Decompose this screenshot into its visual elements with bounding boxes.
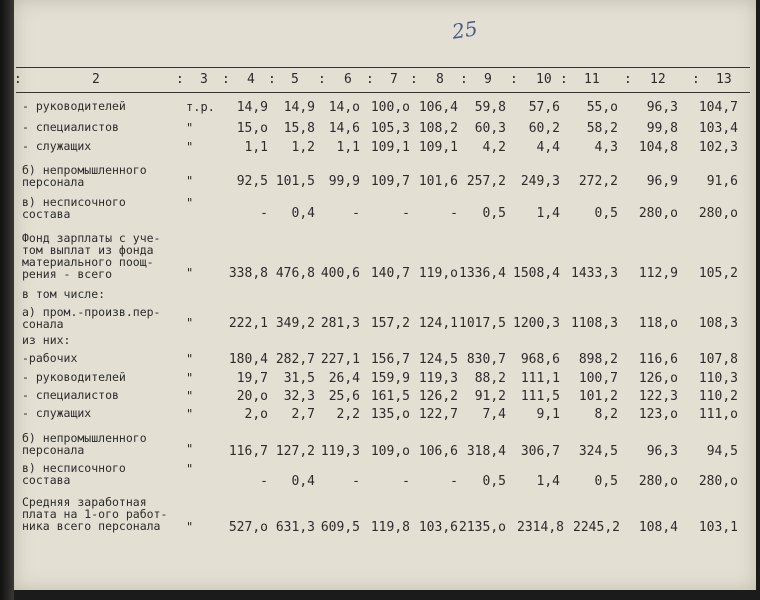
cell-col-8: 119,о [418, 266, 458, 281]
cell-col-13: 280,о [698, 206, 738, 221]
cell-col-9: 257,2 [466, 174, 506, 189]
cell-col-10: 60,2 [528, 121, 560, 136]
row-unit: " [186, 371, 194, 385]
cell-col-7: 135,о [370, 407, 410, 422]
cell-col-7: 156,7 [370, 352, 410, 367]
cell-col-12: 280,о [638, 206, 678, 221]
cell-col-9: 0,5 [482, 206, 506, 221]
cell-col-12: 118,о [638, 316, 678, 331]
row-unit: " [186, 520, 194, 534]
cell-col-6: - [352, 206, 360, 221]
cell-col-12: 280,о [638, 474, 678, 489]
cell-col-6: 2,2 [336, 407, 360, 422]
row-label: - руководителей [22, 370, 126, 384]
header-separator: : [560, 72, 568, 87]
cell-col-10: 1200,3 [513, 316, 560, 331]
header-col-11: 11 [584, 72, 600, 87]
header-separator: : [460, 72, 468, 87]
cell-col-12: 96,3 [646, 100, 678, 115]
cell-col-4: 527,о [228, 520, 268, 535]
cell-col-4: 19,7 [236, 371, 268, 386]
row-unit: " [186, 442, 194, 456]
cell-col-10: 111,1 [520, 371, 560, 386]
cell-col-13: 102,3 [698, 140, 738, 155]
cell-col-13: 110,2 [698, 389, 738, 404]
cell-col-4: 180,4 [228, 352, 268, 367]
cell-col-10: 968,6 [520, 352, 560, 367]
row-unit: " [186, 407, 194, 421]
cell-col-9: 91,2 [474, 389, 506, 404]
cell-col-11: 0,5 [594, 474, 618, 489]
row-label: в) несписочного состава [22, 195, 126, 221]
section-label: из них: [22, 333, 71, 347]
cell-col-7: 105,3 [370, 121, 410, 136]
cell-col-12: 116,6 [638, 352, 678, 367]
cell-col-4: 92,5 [236, 174, 268, 189]
cell-col-12: 96,9 [646, 174, 678, 189]
cell-col-10: 306,7 [520, 444, 560, 459]
cell-col-6: 14,о [328, 100, 360, 115]
cell-col-13: 104,7 [698, 100, 738, 115]
cell-col-4: 20,о [236, 389, 268, 404]
row-label: в) несписочного состава [22, 461, 126, 487]
cell-col-6: 227,1 [320, 352, 360, 367]
header-separator: : [624, 72, 632, 87]
row-label: а) пром.-произв.пер- сонала [22, 305, 161, 331]
cell-col-5: 1,2 [291, 140, 315, 155]
cell-col-13: 105,2 [698, 266, 738, 281]
header-separator: : [268, 72, 276, 87]
cell-col-9: 830,7 [466, 352, 506, 367]
cell-col-4: 15,о [236, 121, 268, 136]
header-separator: : [366, 72, 374, 87]
cell-col-11: 2245,2 [573, 520, 620, 535]
row-label: -рабочих [22, 351, 78, 365]
cell-col-11: 1108,3 [571, 316, 618, 331]
cell-col-7: - [402, 474, 410, 489]
cell-col-9: 88,2 [474, 371, 506, 386]
cell-col-5: 31,5 [283, 371, 315, 386]
cell-col-10: 4,4 [536, 140, 560, 155]
cell-col-7: 140,7 [370, 266, 410, 281]
row-unit: " [186, 140, 194, 154]
cell-col-13: 108,3 [698, 316, 738, 331]
cell-col-5: 15,8 [283, 121, 315, 136]
cell-col-13: 280,о [698, 474, 738, 489]
header-col-5: 5 [291, 72, 299, 87]
cell-col-8: 119,3 [418, 371, 458, 386]
cell-col-7: 157,2 [370, 316, 410, 331]
cell-col-11: 1433,3 [571, 266, 618, 281]
header-rule-bottom [16, 92, 750, 93]
cell-col-11: 55,о [586, 100, 618, 115]
cell-col-8: 106,6 [418, 444, 458, 459]
header-col-12: 12 [650, 72, 666, 87]
row-unit: " [186, 316, 194, 330]
header-separator: : [510, 72, 518, 87]
cell-col-13: 103,1 [698, 520, 738, 535]
header-separator: : [176, 72, 184, 87]
section-label: в том числе: [22, 287, 106, 301]
cell-col-7: 119,8 [370, 520, 410, 535]
row-unit: т.р. [186, 100, 215, 114]
cell-col-4: - [260, 206, 268, 221]
cell-col-4: - [260, 474, 268, 489]
cell-col-7: 109,1 [370, 140, 410, 155]
cell-col-6: 281,3 [320, 316, 360, 331]
cell-col-4: 1,1 [244, 140, 268, 155]
cell-col-6: 609,5 [320, 520, 360, 535]
cell-col-6: 400,6 [320, 266, 360, 281]
cell-col-13: 94,5 [706, 444, 738, 459]
table-header [0, 72, 760, 90]
cell-col-10: 1,4 [536, 206, 560, 221]
page-number: 25 [450, 16, 479, 44]
cell-col-8: 103,6 [418, 520, 458, 535]
header-col-6: 6 [344, 72, 352, 87]
row-label: Фонд зарплаты с уче- том выплат из фонда материального поощ- рения - всего [22, 231, 161, 281]
row-label: - специалистов [22, 120, 119, 134]
cell-col-13: 103,4 [698, 121, 738, 136]
header-col-2: 2 [92, 72, 100, 87]
row-unit: " [186, 266, 194, 280]
cell-col-8: 122,7 [418, 407, 458, 422]
cell-col-7: 161,5 [370, 389, 410, 404]
cell-col-6: 14,6 [328, 121, 360, 136]
row-label: - служащих [22, 406, 92, 420]
cell-col-9: 59,8 [474, 100, 506, 115]
cell-col-11: 898,2 [578, 352, 618, 367]
cell-col-5: 127,2 [275, 444, 315, 459]
cell-col-12: 108,4 [638, 520, 678, 535]
cell-col-13: 91,6 [706, 174, 738, 189]
cell-col-11: 272,2 [578, 174, 618, 189]
cell-col-10: 1,4 [536, 474, 560, 489]
cell-col-11: 324,5 [578, 444, 618, 459]
header-col-10: 10 [536, 72, 552, 87]
row-label: - специалистов [22, 388, 119, 402]
scan-edge [0, 0, 14, 600]
cell-col-8: 124,5 [418, 352, 458, 367]
cell-col-9: 1017,5 [459, 316, 506, 331]
cell-col-6: 25,6 [328, 389, 360, 404]
cell-col-8: 101,6 [418, 174, 458, 189]
cell-col-13: 111,о [698, 407, 738, 422]
cell-col-7: 100,о [370, 100, 410, 115]
cell-col-5: 349,2 [275, 316, 315, 331]
header-col-13: 13 [716, 72, 732, 87]
cell-col-11: 101,2 [578, 389, 618, 404]
row-unit: " [186, 352, 194, 366]
row-label: б) непромышленного персонала [22, 163, 147, 189]
header-col-3: 3 [200, 72, 208, 87]
cell-col-9: 4,2 [482, 140, 506, 155]
header-col-7: 7 [390, 72, 398, 87]
cell-col-9: 7,4 [482, 407, 506, 422]
cell-col-6: - [352, 474, 360, 489]
row-label: б) непромышленного персонала [22, 431, 147, 457]
cell-col-11: 100,7 [578, 371, 618, 386]
cell-col-5: 0,4 [291, 474, 315, 489]
cell-col-12: 123,о [638, 407, 678, 422]
cell-col-9: 2135,о [459, 520, 506, 535]
header-separator: : [222, 72, 230, 87]
cell-col-12: 104,8 [638, 140, 678, 155]
header-col-8: 8 [436, 72, 444, 87]
cell-col-8: 109,1 [418, 140, 458, 155]
header-separator: : [692, 72, 700, 87]
cell-col-5: 14,9 [283, 100, 315, 115]
cell-col-4: 222,1 [228, 316, 268, 331]
cell-col-7: - [402, 206, 410, 221]
header-separator: : [410, 72, 418, 87]
cell-col-8: 124,1 [418, 316, 458, 331]
cell-col-7: 159,9 [370, 371, 410, 386]
cell-col-12: 96,3 [646, 444, 678, 459]
row-unit: " [186, 389, 194, 403]
cell-col-10: 57,6 [528, 100, 560, 115]
cell-col-12: 99,8 [646, 121, 678, 136]
cell-col-9: 0,5 [482, 474, 506, 489]
cell-col-8: 106,4 [418, 100, 458, 115]
cell-col-8: 126,2 [418, 389, 458, 404]
row-label: Средняя заработная плата на 1-ого работ- ника всего персонала [22, 495, 168, 533]
header-col-4: 4 [247, 72, 255, 87]
cell-col-8: - [450, 474, 458, 489]
cell-col-12: 126,о [638, 371, 678, 386]
cell-col-5: 2,7 [291, 407, 315, 422]
cell-col-11: 4,3 [594, 140, 618, 155]
cell-col-10: 249,3 [520, 174, 560, 189]
cell-col-10: 111,5 [520, 389, 560, 404]
row-label: - руководителей [22, 99, 126, 113]
header-separator: : [318, 72, 326, 87]
cell-col-7: 109,о [370, 444, 410, 459]
cell-col-9: 1336,4 [459, 266, 506, 281]
cell-col-5: 32,3 [283, 389, 315, 404]
cell-col-5: 282,7 [275, 352, 315, 367]
cell-col-13: 107,8 [698, 352, 738, 367]
cell-col-11: 0,5 [594, 206, 618, 221]
row-unit: " [186, 196, 194, 210]
cell-col-5: 101,5 [275, 174, 315, 189]
cell-col-11: 8,2 [594, 407, 618, 422]
cell-col-6: 99,9 [328, 174, 360, 189]
cell-col-10: 1508,4 [513, 266, 560, 281]
cell-col-12: 112,9 [638, 266, 678, 281]
cell-col-4: 14,9 [236, 100, 268, 115]
cell-col-9: 60,3 [474, 121, 506, 136]
cell-col-12: 122,3 [638, 389, 678, 404]
cell-col-6: 119,3 [320, 444, 360, 459]
row-unit: " [186, 462, 194, 476]
cell-col-9: 318,4 [466, 444, 506, 459]
cell-col-6: 26,4 [328, 371, 360, 386]
cell-col-5: 0,4 [291, 206, 315, 221]
cell-col-4: 2,о [244, 407, 268, 422]
header-rule-top [16, 67, 750, 68]
cell-col-10: 2314,8 [517, 520, 564, 535]
header-separator: : [14, 72, 22, 87]
row-unit: " [186, 174, 194, 188]
row-unit: " [186, 121, 194, 135]
cell-col-8: 108,2 [418, 121, 458, 136]
cell-col-13: 110,3 [698, 371, 738, 386]
cell-col-6: 1,1 [336, 140, 360, 155]
cell-col-5: 631,3 [275, 520, 315, 535]
row-label: - служащих [22, 139, 92, 153]
cell-col-10: 9,1 [536, 407, 560, 422]
cell-col-7: 109,7 [370, 174, 410, 189]
cell-col-8: - [450, 206, 458, 221]
cell-col-4: 116,7 [228, 444, 268, 459]
cell-col-11: 58,2 [586, 121, 618, 136]
cell-col-4: 338,8 [228, 266, 268, 281]
cell-col-5: 476,8 [275, 266, 315, 281]
header-col-9: 9 [484, 72, 492, 87]
